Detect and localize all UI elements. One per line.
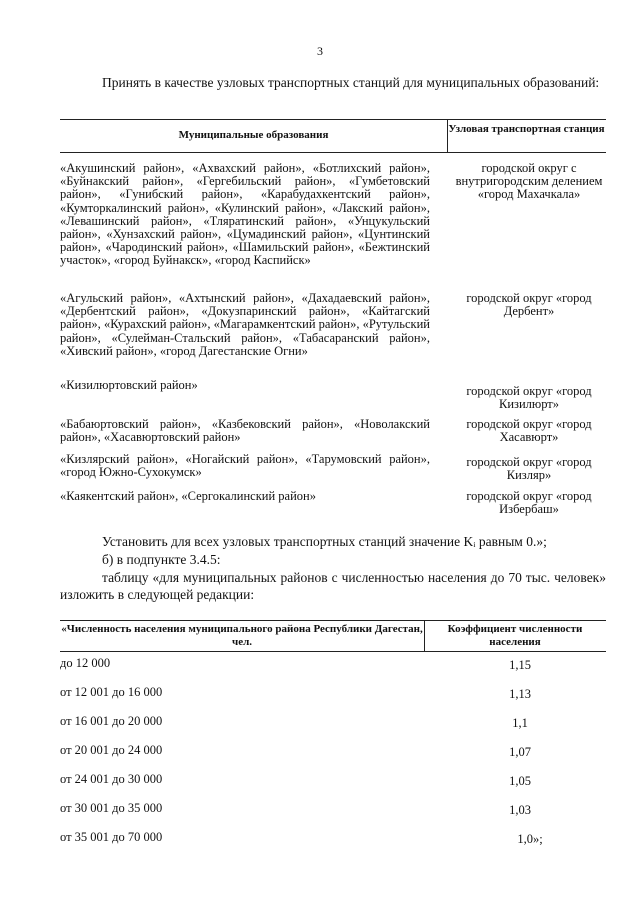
table1-top-rule [60, 119, 606, 120]
table1-row-1-station: городской округ с внутригородским делением «город Махачкала» [455, 161, 603, 202]
table2-row-3-coef: 1,1 [512, 716, 528, 730]
table2-header-population: «Численность населения муниципального района Республики Дагестан, чел. [61, 623, 423, 648]
table2-row-2-range: от 12 001 до 16 000 [60, 685, 163, 699]
subpoint-paragraph: б) в подпункте 3.4.5: [102, 552, 221, 567]
table2-row-2-coef: 1,13 [509, 687, 531, 701]
table2-row-1-range: до 12 000 [60, 656, 111, 670]
table1-row-6-station: городской округ «город Избербаш» [466, 489, 592, 517]
table2-top-rule [60, 620, 606, 621]
intro-paragraph: Принять в качестве узловых транспортных станций для муниципальных образований: [102, 75, 600, 90]
table2-row-4-coef: 1,07 [509, 745, 531, 759]
table2-row-4-range: от 20 001 до 24 000 [60, 743, 163, 757]
table2-row-3-range: от 16 001 до 20 000 [60, 714, 163, 728]
table1-header-rule [60, 152, 606, 153]
table1-header-municipalities: Муниципальные образования [178, 129, 329, 141]
page-number: 3 [317, 44, 323, 58]
table2-row-7-range: от 35 001 до 70 000 [60, 830, 163, 844]
table2-row-1-coef: 1,15 [509, 658, 531, 672]
ki-paragraph: Установить для всех узловых транспортных станций значение Kᵢ равным 0.»; [102, 534, 547, 549]
table1-row-5-station: городской округ «город Кизляр» [466, 455, 592, 483]
table1-row-2-municipalities: «Агульский район», «Ахтынский район», «Дахадаевский район», «Дербентский район», «Докузпаринский район», «Кайтагский район», «Курахский район», «Магарамкентский район», «Рутульский район», «Сулейман-Стальский район», «Табасаранский район», «Хивский район», «город Дагестанские Огни» [60, 291, 430, 358]
table2-row-6-coef: 1,03 [509, 803, 531, 817]
table2-header-rule [60, 651, 606, 652]
table1-header-station: Узловая транспортная станция [448, 123, 605, 135]
table2-row-5-range: от 24 001 до 30 000 [60, 772, 163, 786]
table1-row-2-station: городской округ «город Дербент» [466, 291, 592, 319]
table2-row-5-coef: 1,05 [509, 774, 531, 788]
table2-intro-paragraph: таблицу «для муниципальных районов с численностью населения до 70 тыс. человек» изложить в следующей редакции: [60, 570, 606, 602]
table1-row-4-municipalities: «Бабаюртовский район», «Казбековский район», «Новолакский район», «Хасавюртовский район» [60, 417, 430, 445]
table1-row-4-station: городской округ «город Хасавюрт» [466, 417, 592, 445]
table1-row-1-municipalities: «Акушинский район», «Ахвахский район», «Ботлихский район», «Буйнакский район», «Гергебильский район», «Гумбетовский район», «Гунибский район», «Карабудахкентский район», «Кумторкалинский район», «Кулинский район», «Лакский район», «Левашинский район», «Тляратинский район», «Унцукульский район», «Хунзахский район», «Цумадинский район», «Цунтинский район», «Чародинский район», «Шамильский район», «Бежтинский участок», «город Буйнакск», «город Каспийск» [60, 161, 430, 268]
table1-row-3-station: городской округ «город Кизилюрт» [466, 384, 592, 412]
table1-row-6-municipalities: «Каякентский район», «Сергокалинский район» [60, 489, 316, 503]
table2-row-7-coef: 1,0»; [517, 832, 543, 846]
table2-header-coefficient: Коэффициент численности населения [447, 623, 583, 648]
table1-row-5-municipalities: «Кизлярский район», «Ногайский район», «Тарумовский район», «город Южно-Сухокумск» [60, 452, 430, 480]
table1-row-3-municipalities: «Кизилюртовский район» [60, 378, 198, 392]
table2-row-6-range: от 30 001 до 35 000 [60, 801, 163, 815]
